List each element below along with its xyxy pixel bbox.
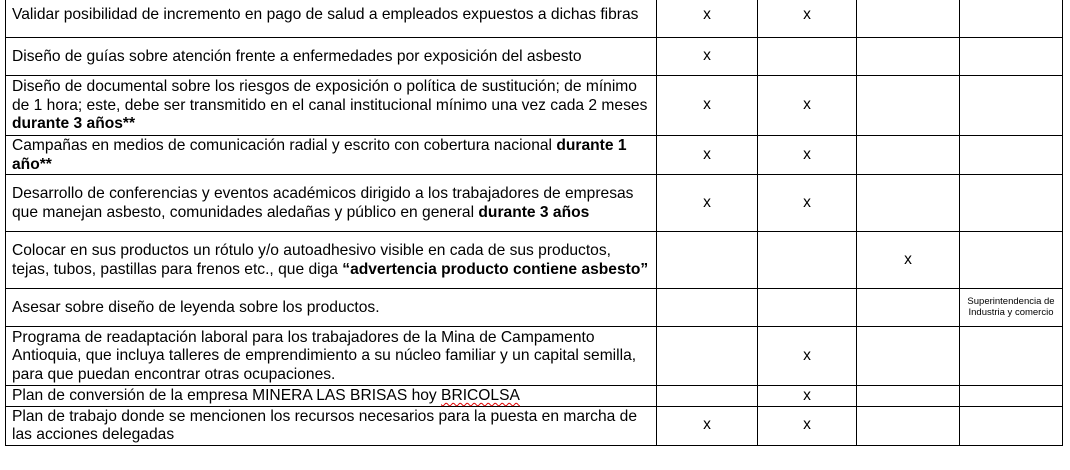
actions-table: [5, 0, 1063, 446]
table-row: [6, 406, 1063, 445]
entity-col: [960, 136, 1063, 175]
table-row: [6, 289, 1063, 327]
action-description: Plan de conversión de la empresa MINERA LAS BRISAS hoy BRICOLSA: [6, 386, 657, 407]
action-description: Campañas en medios de comunicación radial y escrito con cobertura nacional durante 1 año**: [6, 136, 657, 175]
mark-col-3: [857, 38, 960, 76]
mark-col-1: x: [657, 136, 758, 175]
mark-col-3: [857, 175, 960, 232]
entity-col: [960, 406, 1063, 445]
mark-col-2: [758, 289, 857, 327]
table-row: [6, 386, 1063, 407]
mark-col-1: x: [657, 175, 758, 232]
table-row: [6, 327, 1063, 386]
mark-col-3: [857, 406, 960, 445]
actions-table-body: [6, 0, 1063, 445]
entity-col: [960, 0, 1063, 38]
mark-col-3: [857, 76, 960, 136]
mark-col-1: [657, 232, 758, 289]
entity-col: [960, 386, 1063, 407]
action-description: Diseño de guías sobre atención frente a enfermedades por exposición del asbesto: [6, 38, 657, 76]
spellcheck-underlined-word: BRICOLSA: [441, 387, 520, 404]
entity-col: Superintendencia de Industria y comercio: [960, 289, 1063, 327]
mark-col-2: x: [758, 136, 857, 175]
mark-col-2: x: [758, 76, 857, 136]
action-description: Programa de readaptación laboral para los trabajadores de la Mina de Campamento Antioquia, que incluya talleres de emprendimiento a su núcleo familiar y un capital semilla, para que puedan encontrar otras ocupaciones.: [6, 327, 657, 386]
mark-col-1: x: [657, 0, 758, 38]
table-row: [6, 76, 1063, 136]
mark-col-2: [758, 232, 857, 289]
mark-col-3: x: [857, 232, 960, 289]
action-description: Plan de trabajo donde se mencionen los recursos necesarios para la puesta en marcha de las acciones delegadas: [6, 406, 657, 445]
mark-col-2: x: [758, 386, 857, 407]
mark-col-1: [657, 327, 758, 386]
mark-col-3: [857, 0, 960, 38]
entity-col: [960, 327, 1063, 386]
table-row: [6, 0, 1063, 38]
action-description: Diseño de documental sobre los riesgos de exposición o política de sustitución; de mínimo de 1 hora; este, debe ser transmitido en el canal institucional mínimo una vez cada 2 meses durante 3 años**: [6, 76, 657, 136]
table-row: [6, 175, 1063, 232]
entity-col: [960, 232, 1063, 289]
action-description: Colocar en sus productos un rótulo y/o autoadhesivo visible en cada de sus productos, tejas, tubos, pastillas para frenos etc., que diga “advertencia producto contiene asbesto”: [6, 232, 657, 289]
action-description: Validar posibilidad de incremento en pago de salud a empleados expuestos a dichas fibras: [6, 0, 657, 38]
mark-col-2: x: [758, 0, 857, 38]
action-description: Desarrollo de conferencias y eventos académicos dirigido a los trabajadores de empresas que manejan asbesto, comunidades aledañas y público en general durante 3 años: [6, 175, 657, 232]
table-row: [6, 232, 1063, 289]
mark-col-1: x: [657, 406, 758, 445]
table-row: [6, 38, 1063, 76]
table-row: [6, 136, 1063, 175]
mark-col-1: x: [657, 76, 758, 136]
mark-col-1: [657, 386, 758, 407]
mark-col-3: [857, 327, 960, 386]
entity-col: [960, 38, 1063, 76]
mark-col-2: x: [758, 327, 857, 386]
mark-col-1: [657, 289, 758, 327]
action-description: Asesar sobre diseño de leyenda sobre los productos.: [6, 289, 657, 327]
entity-col: [960, 76, 1063, 136]
mark-col-3: [857, 289, 960, 327]
mark-col-2: [758, 38, 857, 76]
mark-col-1: x: [657, 38, 758, 76]
mark-col-3: [857, 386, 960, 407]
mark-col-2: x: [758, 406, 857, 445]
mark-col-2: x: [758, 175, 857, 232]
mark-col-3: [857, 136, 960, 175]
entity-col: [960, 175, 1063, 232]
